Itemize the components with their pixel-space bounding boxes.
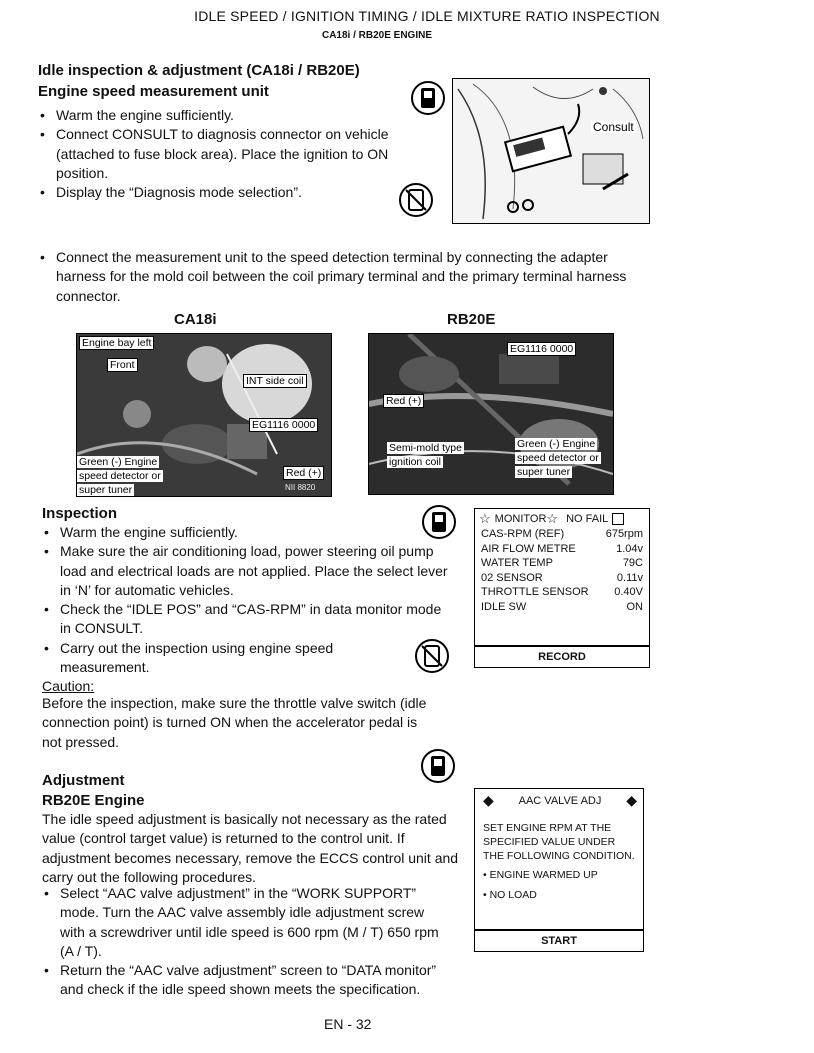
- section-heading: Idle inspection & adjustment (CA18i / RB20E): [38, 62, 360, 79]
- caution-label: Caution:: [42, 678, 95, 694]
- monitor-row: IDLE SW ON: [481, 600, 643, 613]
- aac-instructions: SET ENGINE RPM AT THE SPECIFIED VALUE UNDER THE FOLLOWING CONDITION.: [483, 822, 635, 862]
- list-item: • Carry out the inspection using engine speed measurement.: [42, 639, 420, 678]
- adjustment-subheading: RB20E Engine: [42, 792, 145, 809]
- start-button[interactable]: START: [474, 930, 644, 952]
- aac-header: [475, 789, 643, 809]
- list-item: • Connect CONSULT to diagnosis connector on vehicle (attached to fuse block area). Place the ignition to ON position.: [38, 125, 430, 183]
- monitor-header: [475, 509, 649, 527]
- data-monitor-panel: [474, 508, 650, 646]
- list-item: • Return the “AAC valve adjustment” screen to “DATA monitor” and check if the idle speed shown meets the specification.: [42, 961, 440, 1000]
- rb20e-engine-image: [369, 334, 613, 494]
- consult-label: Consult: [593, 120, 634, 134]
- aac-valve-panel: [474, 788, 644, 930]
- star-icon: ☆: [479, 511, 491, 526]
- front-label: Front: [107, 358, 138, 372]
- inspection-heading: Inspection: [42, 505, 118, 522]
- semi-label-1: Semi-mold type: [389, 442, 462, 454]
- green-label-3: super tuner: [79, 484, 133, 496]
- ca18i-photo: [76, 333, 332, 497]
- ignition-off-icon: [414, 638, 450, 674]
- list-item: • Check the “IDLE POS” and “CAS-RPM” in data monitor mode in CONSULT.: [42, 600, 452, 639]
- monitor-row: 02 SENSOR 0.11v: [481, 571, 643, 584]
- rb20e-title: RB20E: [447, 311, 496, 328]
- monitor-title: MONITOR: [494, 513, 547, 525]
- section2-list: [38, 248, 658, 306]
- section-subheading: Engine speed measurement unit: [38, 83, 269, 100]
- list-item: • Connect the measurement unit to the speed detection terminal by connecting the adapter harness for the mold coil between the coil primary terminal and the primary terminal harness connector.: [38, 248, 658, 306]
- list-item: • NO LOAD: [483, 889, 537, 901]
- page-header-subtitle: CA18i / RB20E ENGINE: [321, 30, 433, 41]
- red-label: Red (+): [283, 466, 324, 480]
- ignition-off-icon: [398, 182, 434, 218]
- caution-text: Before the inspection, make sure the throttle valve switch (idle connection point) is turned ON when the accelerator pedal is not pressed.: [42, 695, 427, 750]
- green-label-2: speed detector or: [79, 470, 161, 482]
- adjustment-heading: Adjustment: [42, 772, 125, 789]
- red-label: Red (+): [383, 394, 424, 408]
- consult-photo: [452, 78, 650, 224]
- consult-illustration: [453, 79, 649, 223]
- ca18i-title: CA18i: [174, 311, 217, 328]
- diamond-icon: ◆: [626, 792, 637, 808]
- rb20e-photo: [368, 333, 614, 495]
- semi-label-2: ignition coil: [389, 456, 441, 468]
- engine-bay-label: Engine bay left: [79, 336, 154, 350]
- monitor-row: CAS-RPM (REF) 675rpm: [481, 528, 643, 540]
- list-item: • ENGINE WARMED UP: [483, 869, 598, 881]
- star-icon: ☆: [546, 511, 559, 526]
- photo-code: NII 8820: [285, 483, 316, 492]
- aac-title: AAC VALVE ADJ: [518, 794, 602, 807]
- list-item: • Display the “Diagnosis mode selection”.: [38, 183, 430, 202]
- list-item: • Make sure the air conditioning load, power steering oil pump load and electrical loads are not applied. Place the select lever in ‘N’ for automatic vehicles.: [42, 542, 452, 600]
- monitor-rows: [475, 527, 649, 614]
- list-item: • Select “AAC valve adjustment” in the “WORK SUPPORT” mode. Turn the AAC valve assembly idle adjustment screw with a screwdriver until idle speed is 600 rpm (M / T) 650 rpm (A / T).: [42, 884, 452, 961]
- monitor-status: NO FAIL: [566, 513, 609, 525]
- page-number: EN - 32: [324, 1016, 372, 1032]
- list-item: • Warm the engine sufficiently.: [42, 523, 452, 542]
- eg-label: EG1116 0000: [249, 418, 318, 432]
- inspection-list: [42, 523, 452, 677]
- green-label-1: Green (-) Engine: [79, 456, 158, 468]
- ignition-on-icon: [410, 80, 446, 116]
- monitor-row: AIR FLOW METRE 1.04v: [481, 542, 643, 555]
- int-coil-label: INT side coil: [243, 374, 307, 388]
- monitor-row: THROTTLE SENSOR 0.40V: [481, 586, 643, 598]
- adjustment-list: [42, 884, 452, 1000]
- monitor-row: WATER TEMP 79C: [481, 557, 643, 569]
- section1-list: [38, 106, 430, 202]
- ignition-on-icon: [420, 748, 456, 784]
- green-label-1: Green (-) Engine: [517, 438, 596, 450]
- aac-conditions: [475, 863, 643, 905]
- ignition-on-icon: [421, 504, 457, 540]
- list-item: • Warm the engine sufficiently.: [38, 106, 430, 125]
- green-label-3: super tuner: [517, 466, 571, 478]
- diamond-icon: ◆: [483, 792, 494, 808]
- green-label-2: speed detector or: [517, 452, 599, 464]
- checkbox-icon: [612, 513, 624, 525]
- eg-label: EG1116 0000: [507, 342, 576, 356]
- page-header-title: IDLE SPEED / IGNITION TIMING / IDLE MIXTURE RATIO INSPECTION: [194, 8, 660, 24]
- adjustment-intro: The idle speed adjustment is basically not necessary as the rated value (control target value) is returned to the control unit. If adjustment becomes necessary, remove the ECCS control unit and carry out the following procedures.: [42, 811, 459, 885]
- record-button[interactable]: RECORD: [474, 646, 650, 668]
